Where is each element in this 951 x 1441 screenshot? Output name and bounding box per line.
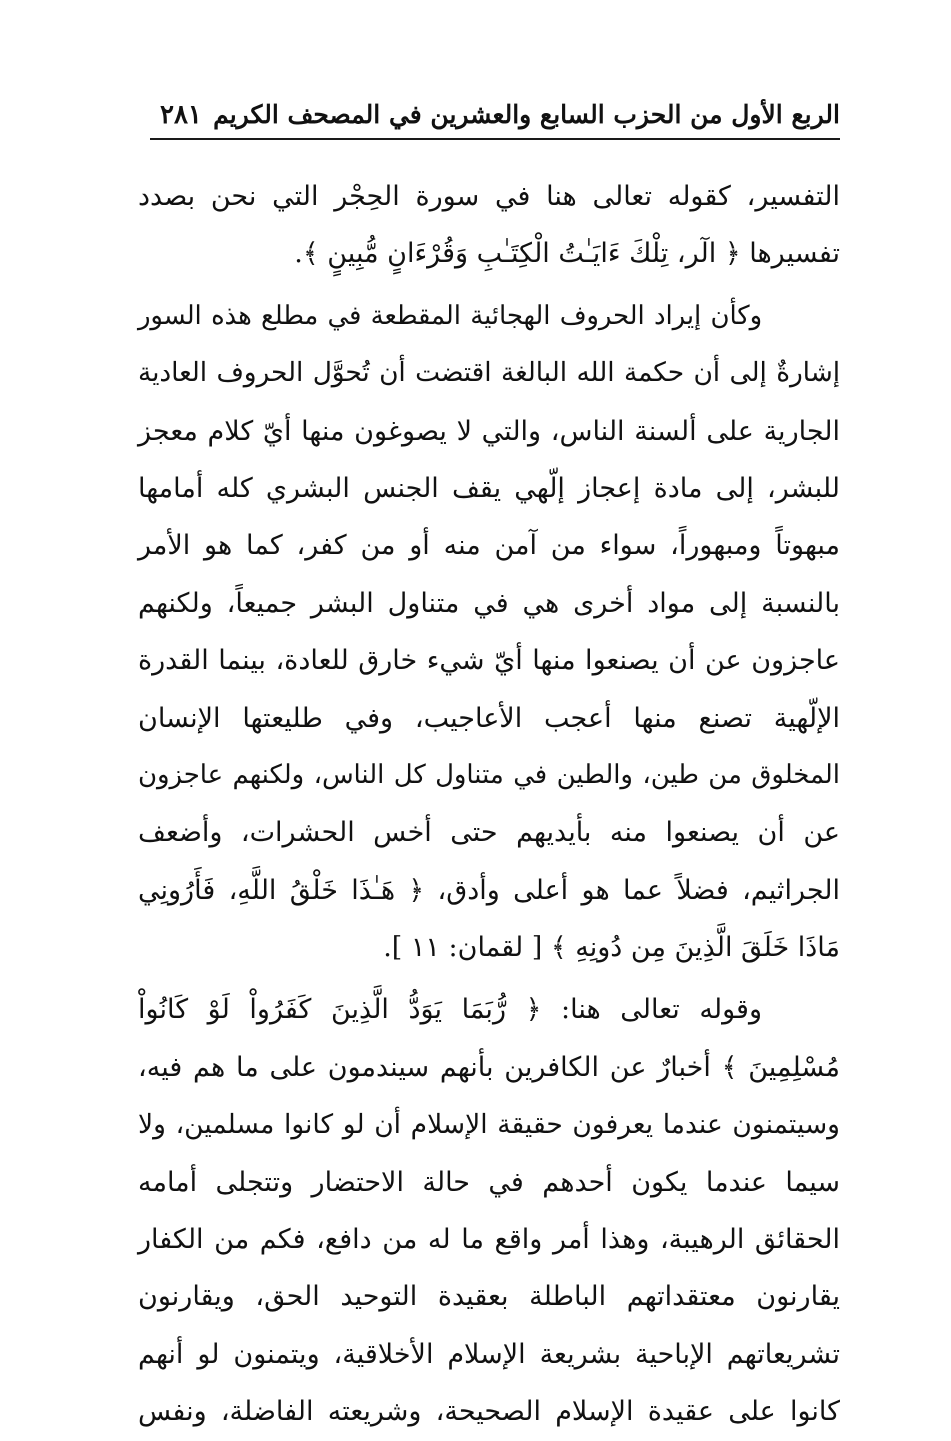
page-number: ٢٨١: [160, 100, 202, 130]
text-line: بالنسبة إلى مواد أخرى هي في متناول البشر جميعاً، ولكنهم: [138, 587, 840, 619]
text-line: للبشر، إلى مادة إعجاز إلّهي يقف الجنس البشري كله أمامها: [138, 472, 840, 504]
text-line: الجارية على ألسنة الناس، والتي لا يصوغون منها أيّ كلام معجز: [138, 415, 840, 447]
text-line: مبهوتاً ومبهوراً، سواء من آمن منه أو من كفر، كما هو الأمر: [138, 530, 840, 562]
paragraph-2: [138, 288, 840, 977]
text-line: الإلّهية تصنع منها أعجب الأعاجيب، وفي طليعتها الإنسان: [138, 702, 840, 734]
text-line: عن أن يصنعوا منه بأيديهم حتى أخس الحشرات، وأضعف: [138, 817, 840, 849]
paragraph-1: [138, 168, 840, 283]
text-line: سيما عندما يكون أحدهم في حالة الاحتضار وتتجلى أمامه: [138, 1166, 840, 1198]
text-line: المخلوق من طين، والطين في متناول كل الناس، ولكنهم عاجزون: [138, 759, 840, 790]
text-line: تشريعاتهم الإباحية بشريعة الإسلام الأخلاقية، ويتمنون لو أنهم: [138, 1338, 840, 1370]
text-line: وكأن إيراد الحروف الهجائية المقطعة في مطلع هذه السور: [138, 300, 762, 331]
text-line: الجراثيم، فضلاً عما هو أعلى وأدق، ﴿ هَـٰذَا خَلْقُ اللَّهِ، فَأَرُونِي: [138, 874, 840, 906]
text-line: وقوله تعالى هنا: ﴿ رُّبَمَا يَوَدُّ الَّذِينَ كَفَرُواْ لَوْ كَانُواْ: [138, 994, 762, 1026]
text-line: إشارةٌ إلى أن حكمة الله البالغة اقتضت أن تُحوَّل الحروف العادية: [138, 358, 840, 389]
running-title: الربع الأول من الحزب السابع والعشرين في المصحف الكريم: [213, 100, 840, 129]
text-line: عاجزون عن أن يصنعوا منها أيّ شيء خارق للعادة، بينما القدرة: [138, 645, 840, 677]
page-header: [150, 96, 840, 140]
text-line: مُسْلِمِينَ ﴾ أخبارٌ عن الكافرين بأنهم سيندمون على ما هم فيه،: [138, 1051, 840, 1083]
text-line: تفسيرها ﴿ الٓر، تِلْكَ ءَايَـٰتُ الْكِتَـٰبِ وَقُرْءَانٍ مُّبِينٍ ﴾.: [294, 238, 840, 270]
text-line: يقارنون معتقداتهم الباطلة بعقيدة التوحيد الحق، ويقارنون: [138, 1281, 840, 1313]
text-line: التفسير، كقوله تعالى هنا في سورة الحِجْر التي نحن بصدد: [138, 181, 840, 212]
text-line: مَاذَا خَلَقَ الَّذِينَ مِن دُونِهِ ﴾ [ لقمان: ١١ ].: [383, 932, 840, 964]
text-line: وسيتمنون عندما يعرفون حقيقة الإسلام أن لو كانوا مسلمين، ولا: [138, 1109, 840, 1141]
text-line: كانوا على عقيدة الإسلام الصحيحة، وشريعته الفاضلة، ونفس: [138, 1396, 840, 1428]
body-text: [138, 168, 840, 1441]
text-line: الحقائق الرهيبة، وهذا أمر واقع ما له من دافع، فكم من الكفار: [138, 1224, 840, 1256]
paragraph-3: [138, 981, 840, 1440]
